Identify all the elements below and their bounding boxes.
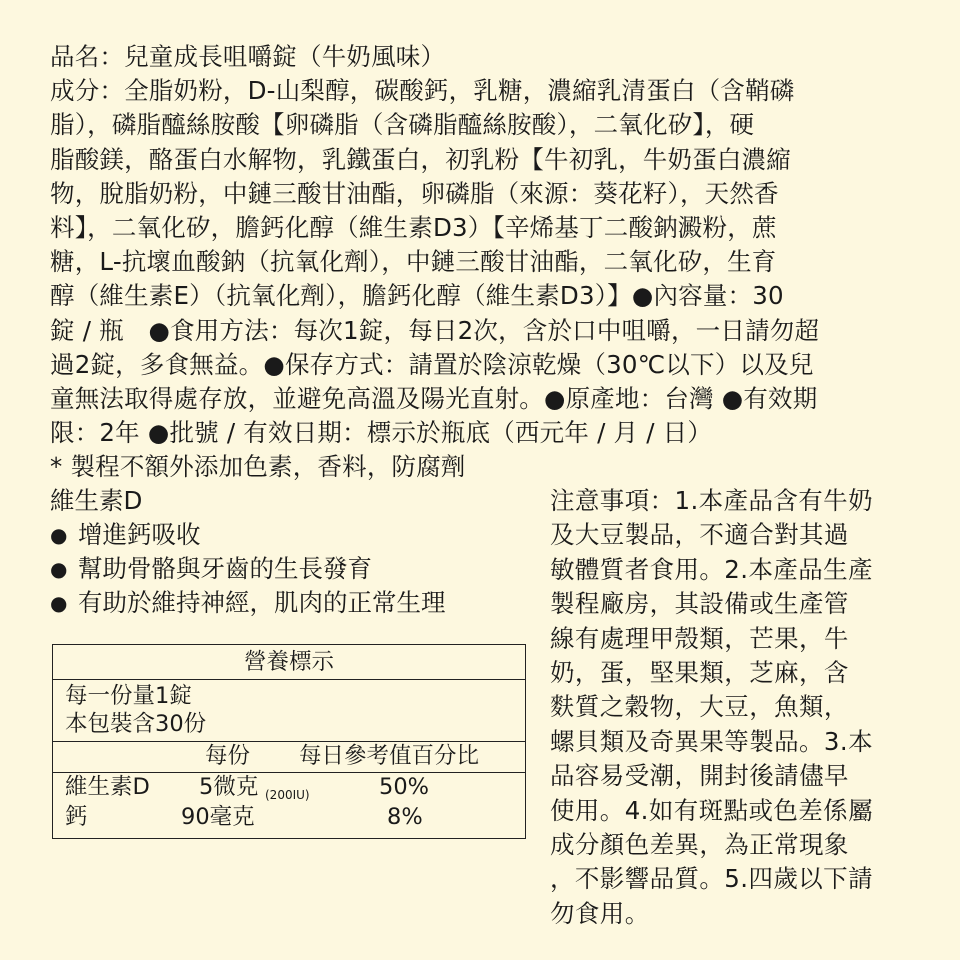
label-line: 過2錠，多食無益。●保存方式：請置於陰涼乾燥（30℃以下）以及兒 [50, 349, 814, 379]
bullet-icon: ● [50, 557, 68, 581]
nutrient-name: 鈣 [65, 804, 88, 830]
column-header-daily-value: 每日參考值百分比 [299, 743, 480, 769]
nutrient-name: 維生素D [65, 774, 150, 800]
label-line: 醇（維生素E）（抗氧化劑），膽鈣化醇（維生素D3）】●內容量：30 [50, 281, 784, 311]
table-row [53, 803, 525, 833]
serving-info [53, 680, 525, 742]
precaution-line: 成分顏色差異，為正常現象 [550, 830, 849, 860]
label-line: 脂），磷脂醯絲胺酸【卵磷脂（含磷脂醯絲胺酸），二氧化矽】，硬 [50, 110, 755, 140]
vitamin-d-benefits-list [50, 518, 520, 620]
precaution-line: 敏體質者食用。2.本產品生產 [550, 554, 873, 584]
nutrient-percent: 8% [387, 804, 423, 830]
label-line: 限：2年 ●批號 / 有效日期：標示於瓶底（西元年 / 月 / 日） [50, 418, 713, 448]
list-item [50, 586, 520, 620]
label-line: 錠 / 瓶 ●食用方法：每次1錠，每日2次，含於口中咀嚼，一日請勿超 [50, 315, 820, 345]
nutrition-facts-table [52, 644, 526, 839]
label-line: 童無法取得處存放，並避免高溫及陽光直射。●原產地：台灣 ●有效期 [50, 384, 818, 414]
product-label-text [50, 40, 912, 485]
label-line: * 製程不額外添加色素，香料，防腐劑 [50, 452, 466, 482]
label-line: 成分：全脂奶粉，D-山梨醇，碳酸鈣，乳糖，濃縮乳清蛋白（含鞘磷 [50, 76, 795, 106]
precaution-line: 勿食用。 [550, 898, 650, 928]
precautions-text [550, 484, 912, 931]
nutrition-table-title: 營養標示 [53, 645, 525, 680]
precaution-line: 製程廠房，其設備或生產管 [550, 589, 849, 619]
bullet-icon: ● [50, 591, 68, 615]
nutrition-rows [53, 773, 525, 833]
nutrient-amount: 90毫克 [181, 804, 255, 830]
precaution-line: 注意事項：1.本產品含有牛奶 [550, 486, 873, 515]
servings-per-package: 本包裝含30份 [65, 711, 207, 737]
nutrient-percent: 50% [379, 774, 430, 800]
list-item [50, 518, 520, 552]
label-line: 脂酸鎂，酪蛋白水解物，乳鐵蛋白，初乳粉【牛初乳，牛奶蛋白濃縮 [50, 144, 791, 174]
precaution-line: 麩質之穀物，大豆，魚類， [550, 692, 849, 722]
benefit-text: 幫助骨骼與牙齒的生長發育 [78, 554, 372, 583]
nutrient-note: (200IU) [265, 788, 310, 802]
serving-size: 每一份量1錠 [65, 683, 192, 709]
list-item [50, 552, 520, 586]
vitamin-d-title: 維生素D [50, 486, 143, 515]
label-line: 物，脫脂奶粉，中鏈三酸甘油酯，卵磷脂（來源：葵花籽），天然香 [50, 178, 779, 208]
label-line: 品名：兒童成長咀嚼錠（牛奶風味） [50, 42, 446, 71]
precaution-line: ，不影響品質。5.四歲以下請 [550, 864, 873, 894]
nutrition-column-headers [53, 742, 525, 773]
nutrient-amount: 5微克 [199, 774, 259, 800]
vitamin-d-section [50, 484, 520, 620]
precaution-line: 奶，蛋，堅果類，芝麻，含 [550, 658, 849, 688]
precaution-line: 線有處理甲殼類，芒果，牛 [550, 623, 849, 653]
bullet-icon: ● [50, 523, 68, 547]
precaution-line: 品容易受潮，開封後請儘早 [550, 761, 849, 791]
benefit-text: 有助於維持神經，肌肉的正常生理 [78, 588, 446, 617]
precaution-line: 螺貝類及奇異果等製品。3.本 [550, 726, 873, 756]
table-row [53, 773, 525, 803]
column-header-per-serving: 每份 [205, 743, 251, 769]
precaution-line: 及大豆製品，不適合對其過 [550, 520, 849, 550]
label-line: 料】，二氧化矽，膽鈣化醇（維生素D3）【辛烯基丁二酸鈉澱粉，蔗 [50, 213, 777, 243]
label-line: 糖，L-抗壞血酸鈉（抗氧化劑），中鏈三酸甘油酯，二氧化矽，生育 [50, 247, 777, 277]
precaution-line: 使用。4.如有斑點或色差係屬 [550, 795, 873, 825]
benefit-text: 增進鈣吸收 [78, 520, 201, 549]
